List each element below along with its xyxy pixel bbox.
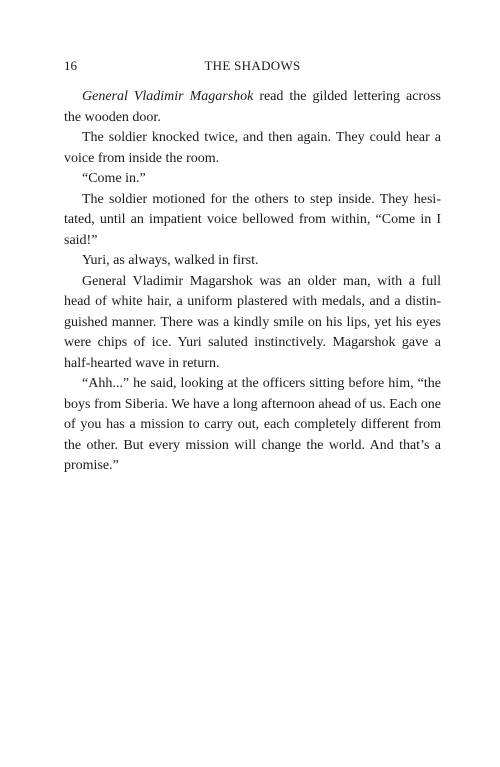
- running-title: THE SHADOWS: [204, 58, 301, 73]
- paragraph-7: “Ahh...” he said, looking at the officers sitting before him, “the boys from Siberia. We have a long afternoon ahead of us. Each one of you has a mission to carry out, each completely different from the other. But every mission will change the world. And that’s a promise.”: [64, 376, 441, 473]
- paragraph-1: [64, 87, 441, 128]
- paragraph-6: General Vladimir Magarshok was an older man, with a full head of white hair, a uniform plastered with medals, and a distinguished manner. There was a kindly smile on his lips, yet his eyes were chips of ice. Yuri saluted instinctively. Magarshok gave a half-hearted wave in return.: [64, 273, 441, 371]
- body-text: [64, 87, 441, 477]
- paragraph-5: Yuri, as always, walked in first.: [82, 253, 259, 268]
- paragraph-3: “Come in.”: [82, 171, 146, 186]
- door-lettering: General Vladimir Magarshok: [82, 89, 254, 104]
- paragraph-2: The soldier knocked twice, and then again. They could hear a voice from inside the room.: [64, 130, 441, 166]
- page-number: 16: [64, 58, 77, 73]
- paragraph-4: The soldier motioned for the others to step inside. They hesitated, until an impatient voice bellowed from within, “Come in I said!”: [64, 191, 441, 248]
- running-head: [64, 57, 441, 75]
- paragraph-1-text: read the gilded lettering across the wooden door.: [64, 89, 441, 125]
